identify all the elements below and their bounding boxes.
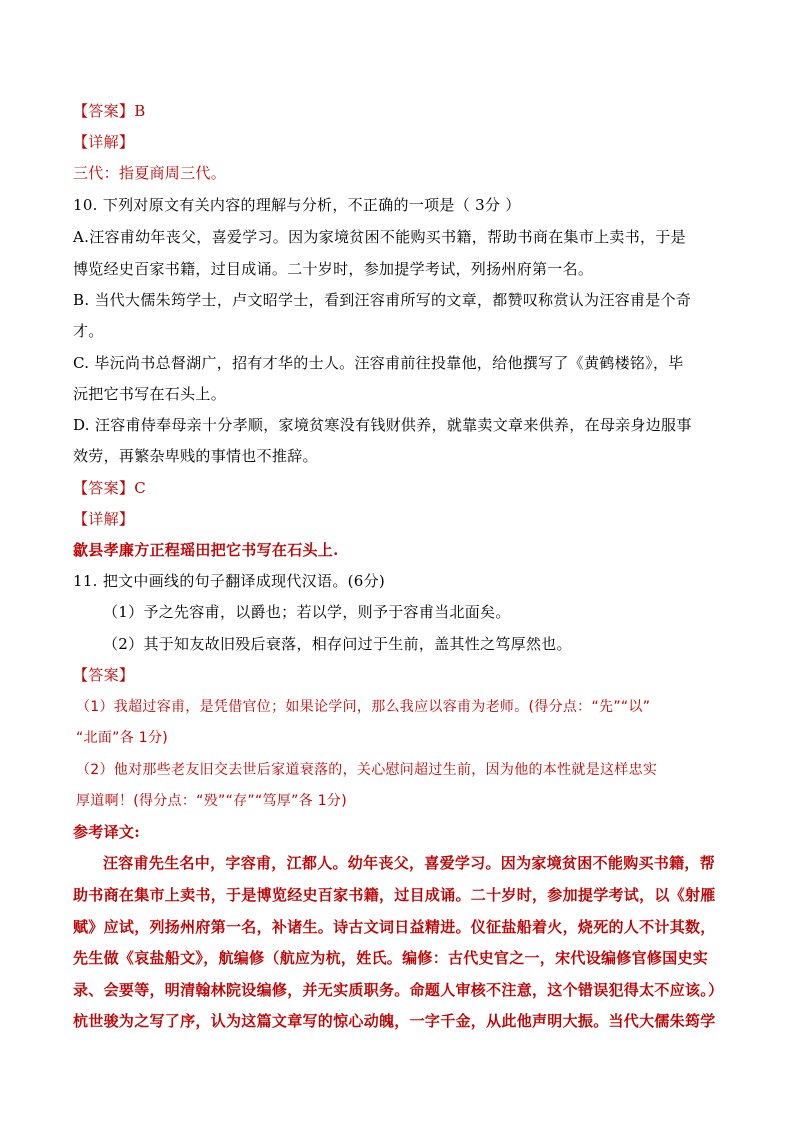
option-a-line-2: 博览经史百家书籍，过目成诵。二十岁时，参加提学考试，列扬州府第一名。 bbox=[73, 260, 594, 278]
line-explain-2: 歙县孝廉方正程瑶田把它书写在石头上. bbox=[73, 541, 339, 559]
reference-line-3: 赋》应试，列扬州府第一名，补诸生。诗古文词日益精进。仪征盐船着火，烧死的人不计其数， bbox=[73, 918, 716, 936]
line-answer-3: 【答案】 bbox=[73, 666, 135, 684]
reference-line-2: 助书商在集市上卖书，于是博览经史百家书籍，过目成诵。二十岁时，参加提学考试，以《射雁 bbox=[73, 886, 716, 904]
question-11: 11. 把文中画线的句子翻译成现代汉语。(6分) bbox=[73, 572, 386, 590]
answer-11-1-line-1: （1）我超过容甫，是凭借官位；如果论学问，那么我应以容甫为老师。(得分点：“先”“以” bbox=[76, 699, 651, 715]
reference-line-1: 汪容甫先生名中，字容甫，江都人。幼年丧父，喜爱学习。因为家境贫困不能购买书籍，帮 bbox=[103, 854, 716, 872]
reference-line-5: 录、会要等，明清翰林院设编修，并无实质职务。命题人审核不注意，这个错误犯得太不应该。） bbox=[73, 981, 724, 999]
line-explain-1: 三代：指夏商周三代。 bbox=[73, 164, 227, 182]
line-detail-1: 【详解】 bbox=[73, 133, 135, 151]
answer-11-2-line-1: （2）他对那些老友旧交去世后家道衰落的，关心慰问超过生前，因为他的本性就是这样忠实 bbox=[76, 762, 658, 778]
option-d-line-2: 效劳，再繁杂卑贱的事情也不推辞。 bbox=[73, 447, 318, 465]
answer-bracket: 【答案】B bbox=[73, 102, 146, 120]
option-c-line-2: 沅把它书写在石头上。 bbox=[73, 385, 227, 403]
answer-11-1-line-2: “北面”各 1分) bbox=[76, 730, 169, 746]
option-d-line-1: D. 汪容甫侍奉母亲十分孝顺，家境贫寒没有钱财供养，就靠卖文章来供养，在母亲身边服事 bbox=[73, 416, 692, 434]
line-answer-1 bbox=[73, 100, 146, 121]
option-c-line-1: C. 毕沅尚书总督湖广，招有才华的士人。汪容甫前往投靠他，给他撰写了《黄鹤楼铭》，毕 bbox=[73, 354, 684, 372]
question-11-item-1: （1）予之先容甫，以爵也；若以学，则予于容甫当北面矣。 bbox=[103, 603, 511, 621]
line-answer-2: 【答案】C bbox=[73, 479, 146, 497]
reference-line-4: 先生做《哀盐船文》，航编修（航应为杭，姓氏。编修：古代史官之一，宋代设编修官修国史实 bbox=[73, 949, 709, 967]
question-10: 10. 下列对原文有关内容的理解与分析，不正确的一项是（ 3分 ） bbox=[73, 196, 521, 214]
option-a-line-1: A.汪容甫幼年丧父，喜爱学习。因为家境贫困不能购买书籍，帮助书商在集市上卖书，于是 bbox=[73, 228, 686, 246]
option-b-line-1: B. 当代大儒朱筠学士，卢文昭学士，看到汪容甫所写的文章，都赞叹称赏认为汪容甫是个奇 bbox=[73, 291, 692, 309]
reference-title: 参考译文: bbox=[73, 823, 141, 841]
reference-line-6: 杭世骏为之写了序，认为这篇文章写的惊心动魄，一字千金，从此他声明大振。当代大儒朱筠学 bbox=[73, 1012, 716, 1030]
line-detail-2: 【详解】 bbox=[73, 510, 135, 528]
option-b-line-2: 才。 bbox=[73, 322, 104, 340]
question-11-item-2: （2）其于知友故旧殁后衰落，相存问过于生前，盖其性之笃厚然也。 bbox=[103, 635, 572, 653]
answer-11-2-line-2: 厚道啊！(得分点：“殁”“存”“笃厚”各 1分) bbox=[76, 793, 347, 809]
